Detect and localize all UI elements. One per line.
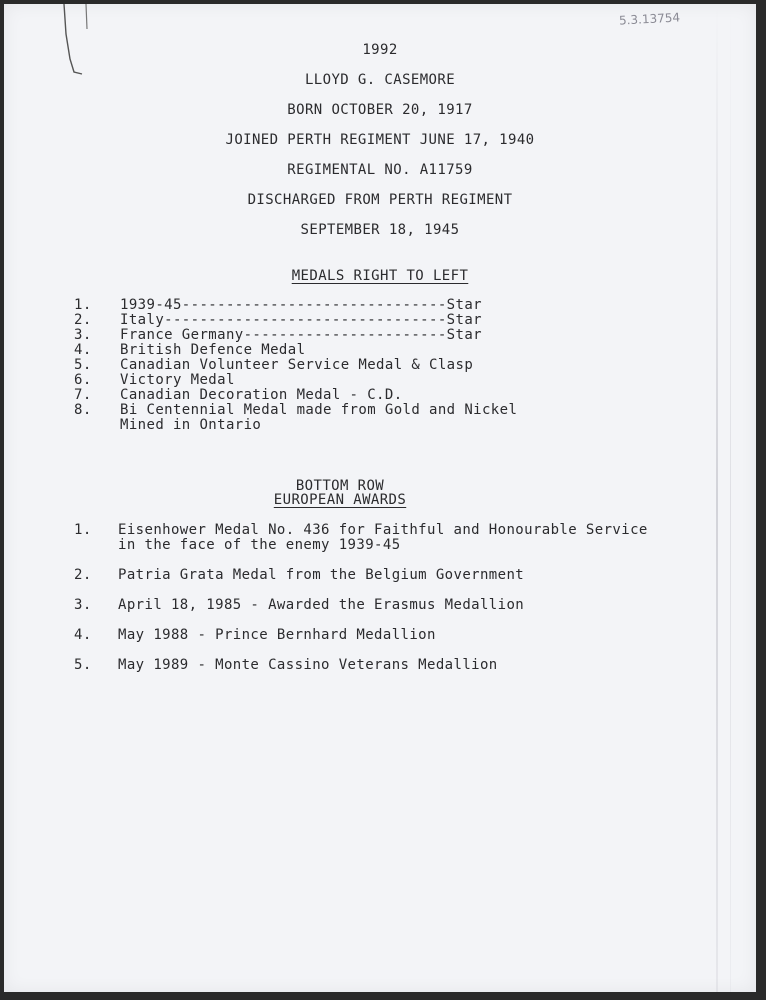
document-page: 5.3.13754 1992 LLOYD G. CASEMORE BORN OCTOBER 20, 1917 JOINED PERTH REGIMENT JUNE 17, 1940 REGIMENTAL NO. A11759 DISCHARGED FROM PERTH REGIMENT SEPTEMBER 18, 1945 MEDALS RIGHT TO LEFT 1. 1939-45------------------------------Star 2. Italy--------------------------------Star 3. France Germany-----------------------Star 4. British Defence Medal 5. Canadian Volunteer Service Medal & Clasp 6. Victory Medal 7. Canadian Decoration Medal - C.D. 8. Bi Centennial Medal made from Gold and Nickel Mined in Ontario BOTTOM ROW EUROPEAN AWARDS 1. Eisenhower Medal No. 436 for Faithful and Honourable Service in the face of the enemy 1939-45 2. Patria Grata Medal from the Belgium Government 3. April 18, 1985 - Awarded the Erasmus Medallion 4. May 1988 - Prince Bernhard Medallion 5. May 1989 - Monte Cassino Veterans Medallion bbox=[4, 4, 756, 992]
paper-fold-line bbox=[716, 4, 718, 992]
year: 1992 bbox=[362, 42, 398, 58]
european-awards-heading: EUROPEAN AWARDS bbox=[273, 492, 407, 508]
discharge-date: SEPTEMBER 18, 1945 bbox=[300, 222, 460, 238]
handwritten-reference: 5.3.13754 bbox=[618, 10, 681, 28]
bottom-row-heading: BOTTOM ROW bbox=[295, 478, 385, 494]
discharged-line: DISCHARGED FROM PERTH REGIMENT bbox=[247, 192, 513, 208]
joined-line: JOINED PERTH REGIMENT JUNE 17, 1940 bbox=[225, 132, 535, 148]
born-line: BORN OCTOBER 20, 1917 bbox=[287, 102, 473, 118]
medals-heading: MEDALS RIGHT TO LEFT bbox=[291, 268, 469, 284]
regimental-number: REGIMENTAL NO. A11759 bbox=[287, 162, 473, 178]
name: LLOYD G. CASEMORE bbox=[304, 72, 456, 88]
paper-fold-line bbox=[730, 4, 731, 992]
